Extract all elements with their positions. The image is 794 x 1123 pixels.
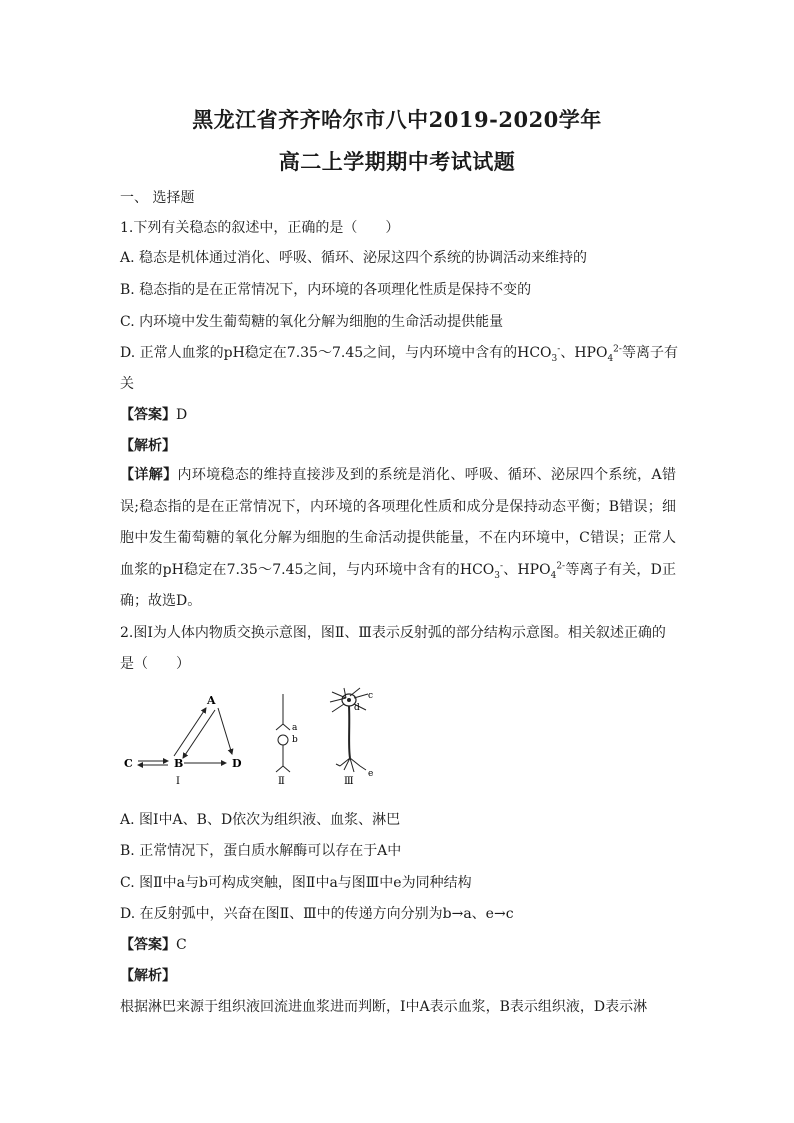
q1-answer: [120, 405, 676, 425]
fig2-end-left: [276, 766, 283, 772]
q1-option-c: C. 内环境中发生葡萄糖的氧化分解为细胞的生命活动提供能量: [120, 314, 504, 330]
fig3-nucleus: [347, 698, 351, 702]
fig3-axon: [349, 706, 350, 758]
figure-1-exchange-diagram: [124, 694, 242, 786]
arrow-b-to-a: [174, 708, 206, 756]
arrow-d-to-a: [218, 708, 232, 754]
q2-analysis-text: 根据淋巴来源于组织液回流进血浆进而判断，Ⅰ中A表示血浆，B表示组织液，D表示淋: [120, 999, 648, 1015]
q1-option-d-sup1: -: [557, 344, 561, 355]
fig-caption-1: Ⅰ: [176, 776, 180, 786]
q1-option-b: B. 稳态指的是在正常情况下，内环境的各项理化性质是保持不变的: [120, 282, 532, 298]
fig2-terminal-right: [283, 724, 290, 730]
fig2-end-right: [283, 766, 290, 772]
fig-caption-3: Ⅲ: [344, 776, 354, 786]
q2-option-d: D. 在反射弧中，兴奋在图Ⅱ、Ⅲ中的传递方向分别为b→a、e→c: [120, 906, 514, 922]
fig-label-C: C: [124, 757, 133, 770]
q2-option-c: C. 图Ⅱ中a与b可构成突触，图Ⅱ中a与图Ⅲ中e为同种结构: [120, 875, 472, 891]
q1-option-d-pre: D. 正常人血浆的pH稳定在7.35～7.45之间，与内环境中含有的HCO: [120, 345, 552, 361]
q2-answer-value: C: [176, 937, 187, 953]
q2-option-a: A. 图Ⅰ中A、B、D依次为组织液、血浆、淋巴: [120, 812, 401, 828]
fig-label-B: B: [174, 757, 184, 770]
q2-answer-label: 【答案】: [120, 937, 176, 953]
q2-option-b: B. 正常情况下，蛋白质水解酶可以存在于A中: [120, 843, 402, 859]
q2-answer: [120, 935, 676, 955]
q1-option-d-sub2: 4: [607, 353, 614, 364]
q1-detail-label: 【详解】: [120, 467, 178, 483]
q2-stem-line2: 是（ ）: [120, 656, 190, 672]
fig-label-a: a: [292, 723, 298, 733]
q1-answer-label: 【答案】: [120, 407, 176, 423]
q1-detail-sup2: 2-: [556, 560, 566, 571]
q2-analysis-label: 【解析】: [120, 968, 176, 984]
fig-label-d: d: [354, 703, 360, 713]
q1-detail-sub2: 4: [550, 570, 557, 581]
q1-detail-paragraph: [120, 460, 676, 618]
q1-option-d-post: 等离子有: [621, 345, 678, 361]
doc-title-line1: 黑龙江省齐齐哈尔市八中2019-2020学年: [192, 107, 602, 132]
fig3-axon-terminals: [336, 758, 366, 772]
q1-option-a: A. 稳态是机体通过消化、呼吸、循环、泌尿这四个系统的协调活动来维持的: [120, 250, 588, 266]
fig2-cell-body: [278, 735, 288, 745]
q1-option-d-sub1: 3: [551, 353, 558, 364]
fig-label-c: c: [368, 691, 374, 701]
figure-3-neuron-diagram: [330, 688, 373, 786]
arrow-a-to-b: [183, 710, 215, 758]
q1-detail-text2: 等离子有关，D正确；故选D。: [120, 561, 676, 609]
q2-figure: [118, 686, 418, 786]
q1-option-d: [120, 343, 676, 363]
q1-detail-mid: 、HPO: [503, 561, 551, 578]
q1-detail-sup1: -: [500, 560, 504, 571]
q1-stem: 1.下列有关稳态的叙述中，正确的是（ ）: [120, 220, 400, 236]
q2-stem-line1: 2.图Ⅰ为人体内物质交换示意图，图Ⅱ、Ⅲ表示反射弧的部分结构示意图。相关叙述正确的: [120, 625, 666, 641]
q1-detail-text1: 内环境稳态的维持直接涉及到的系统是消化、呼吸、循环、泌尿四个系统，A错误;稳态指的是在正常情况下，内环境的各项理化性质和成分是保持动态平衡；B错误；细胞中发生葡萄糖的氧化分解为细胞的生命活动提供能量，不在内环境中，C错误；正常人血浆的pH稳定在7.35～7.45之间，与内环境中含有的HCO: [120, 467, 677, 578]
q1-option-d-wrap: 关: [120, 376, 134, 392]
q1-detail-sub1: 3: [494, 570, 501, 581]
figure-2-synapse-diagram: [276, 694, 298, 786]
fig-caption-2: Ⅱ: [278, 776, 285, 786]
q1-answer-value: D: [176, 407, 188, 423]
fig-label-A: A: [207, 694, 216, 707]
doc-title-line2: 高二上学期期中考试试题: [278, 149, 516, 174]
fig-label-D: D: [232, 757, 242, 770]
section-heading: 一、 选择题: [120, 190, 195, 206]
fig-label-b: b: [292, 735, 298, 745]
fig2-terminal-left: [276, 724, 283, 730]
q1-option-d-mid: 、HPO: [560, 345, 608, 361]
q1-analysis-label: 【解析】: [120, 438, 176, 454]
fig-label-e: e: [368, 769, 374, 779]
q1-option-d-sup2: 2-: [613, 344, 622, 355]
